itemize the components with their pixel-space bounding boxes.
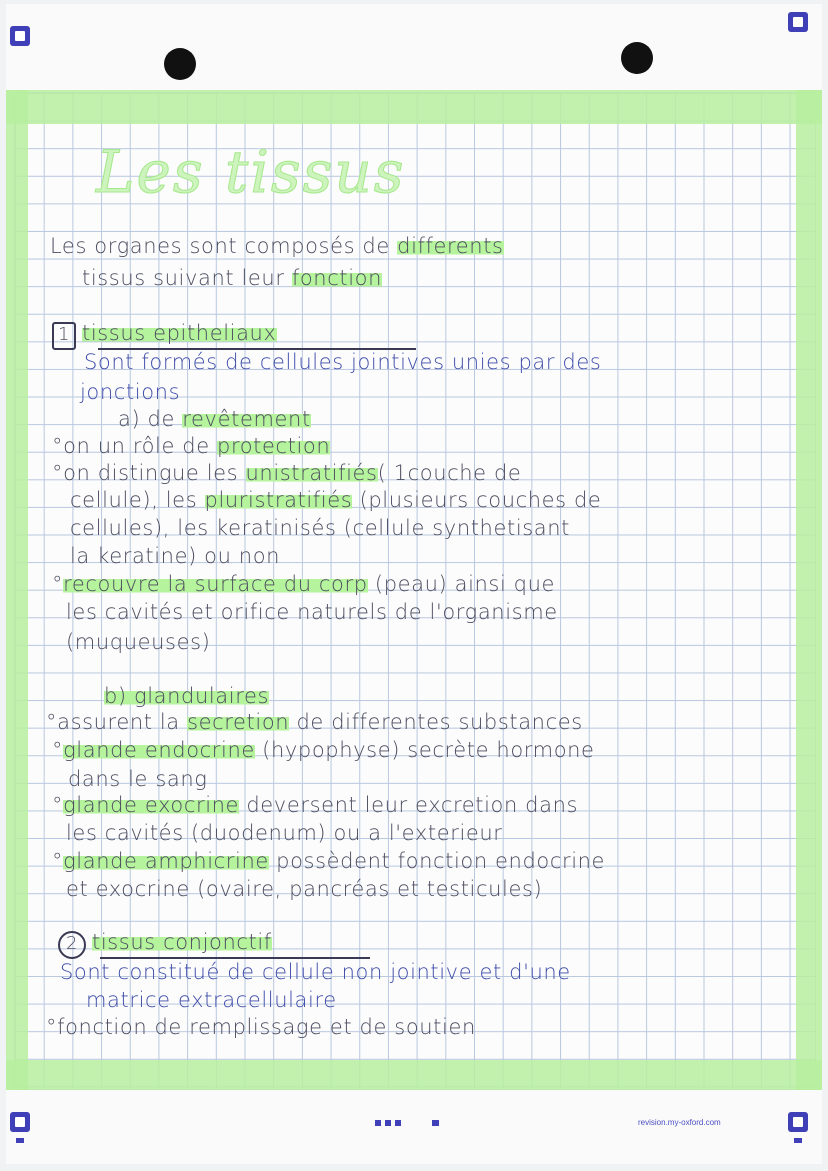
page-dots-icon — [375, 1120, 401, 1126]
page-dot-icon — [432, 1120, 439, 1126]
sub-b-label: b) glandulaires — [104, 684, 270, 708]
sub-b-bullet-4: °glande amphicrine possèdent fonction endocrine — [52, 849, 606, 873]
section1-heading: 1 tissus epitheliaux — [52, 321, 277, 350]
sub-a-bullet-1: °on un rôle de protection — [52, 434, 331, 458]
sub-b-bullet-2-line-2: dans le sang — [68, 767, 208, 791]
sub-a-bullet-2-line-4: la keratine) ou non — [70, 544, 281, 568]
sub-b-bullet-3-line-2: les cavités (duodenum) ou a l'exterieur — [66, 821, 503, 845]
dash-icon — [16, 1138, 24, 1143]
page-title: Les tissus — [96, 138, 406, 206]
highlight-frame-top — [6, 90, 822, 124]
section1-def-2: jonctions — [80, 380, 181, 404]
dash-icon — [794, 1138, 802, 1143]
footer-url: revision.my-oxford.com — [638, 1118, 721, 1127]
highlight-frame-bottom — [6, 1060, 822, 1090]
sub-a-bullet-3-line-2: les cavités et orifice naturels de l'organisme — [66, 600, 558, 624]
section2-underline — [100, 957, 370, 959]
sub-a-bullet-2: °on distingue les unistratifiés( 1couche de — [52, 461, 522, 485]
corner-bracket-icon — [788, 12, 808, 32]
section1-def-1: Sont formés de cellules jointives unies par des — [84, 350, 602, 374]
sub-b-bullet-1: °assurent la secretion de differentes substances — [46, 710, 583, 734]
binder-hole-right — [621, 42, 653, 74]
section2-bullet-1: °fonction de remplissage et de soutien — [46, 1015, 476, 1039]
highlight-frame-left — [6, 90, 28, 1090]
corner-bracket-icon — [10, 1112, 30, 1132]
intro-line-2: tissus suivant leur fonction — [82, 266, 382, 290]
sub-a-label: a) de revêtement — [118, 407, 311, 431]
binder-hole-left — [164, 48, 196, 80]
corner-bracket-icon — [10, 26, 30, 46]
highlight-frame-right — [796, 90, 822, 1090]
section2-def-2: matrice extracellulaire — [86, 988, 337, 1012]
sub-a-bullet-3-line-3: (muqueuses) — [66, 630, 211, 654]
sub-b-bullet-2: °glande endocrine (hypophyse) secrète hormone — [52, 738, 595, 762]
sub-a-bullet-2-line-2: cellule), les pluristratifiés (plusieurs couches de — [70, 488, 602, 512]
intro-line-1: Les organes sont composés de differents — [50, 234, 504, 258]
sub-b-bullet-4-line-2: et exocrine (ovaire, pancréas et testicules) — [66, 877, 543, 901]
section2-def-1: Sont constitué de cellule non jointive et d'une — [60, 960, 571, 984]
sub-a-bullet-3: °recouvre la surface du corp (peau) ainsi que — [52, 572, 556, 596]
sub-a-bullet-2-line-3: cellules), les keratinisés (cellule synthetisant — [70, 516, 571, 540]
section2-heading: 2 tissus conjonctif — [58, 930, 272, 959]
corner-bracket-icon — [788, 1112, 808, 1132]
sub-b-bullet-3: °glande exocrine deversent leur excretion dans — [52, 793, 579, 817]
